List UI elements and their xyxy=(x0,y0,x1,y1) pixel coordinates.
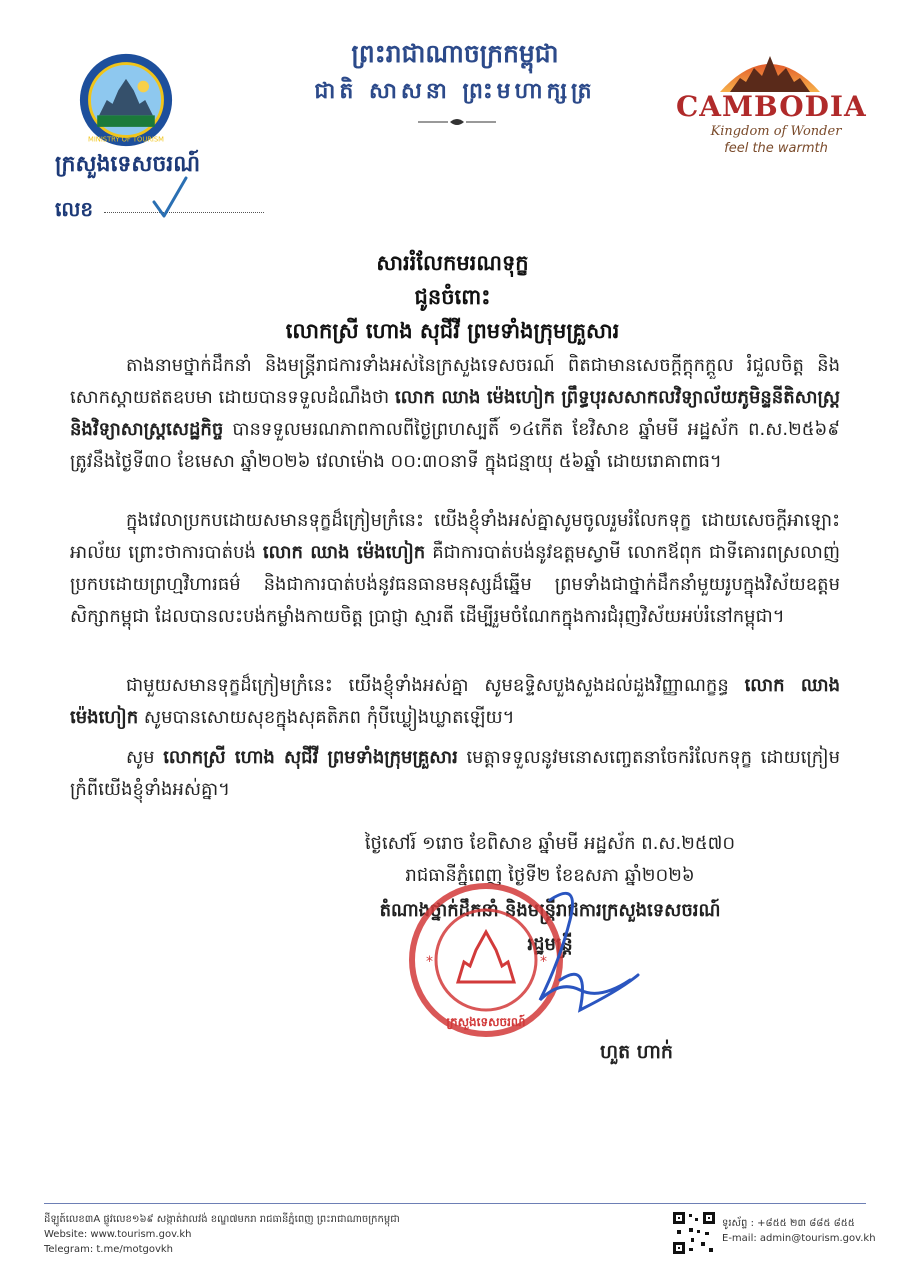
recipient-name: លោកស្រី ហោង សុជីវី ព្រមទាំងក្រុមគ្រួសារ xyxy=(285,318,620,343)
svg-text:*: * xyxy=(540,954,547,970)
footer-email: E-mail: admin@tourism.gov.kh xyxy=(722,1233,876,1244)
place-and-date: រាជធានីភ្នំពេញ ថ្ងៃទី២ ខែឧសភា ឆ្នាំ២០២៦ xyxy=(405,865,695,886)
paragraph-4 xyxy=(70,742,840,806)
brand-tagline: feel the warmth xyxy=(724,141,828,156)
paragraph-2-deceased: លោក ឈាង ម៉េងហៀក xyxy=(262,542,426,563)
paragraph-2 xyxy=(70,505,840,633)
footer-divider xyxy=(44,1203,866,1204)
kingdom-title: ព្រះរាជាណាចក្រកម្ពុជា xyxy=(351,39,559,68)
paragraph-2-details: គឺជាការបាត់បង់នូវឧត្តមស្វាមី លោកឪពុក ជាទីគោរពស្រលាញ់ប្រកបដោយព្រហ្មវិហារធម៌ និងជាការបាត់បង់នូវធនធានមនុស្សដ៏ឆ្នើម ព្រមទាំងជាថ្នាក់ដឹកនាំមួយរូបក្នុងវិស័យឧត្តមសិក្សាកម្ពុជា ដែលបានលះបង់កម្លាំងកាយចិត្ត ប្រាជ្ញា ស្មារតី ដើម្បីរួមចំណែកក្នុងការជំរុញវិស័យអប់រំនៅកម្ពុជា។ xyxy=(70,542,840,627)
ministry-of-tourism-seal-icon xyxy=(78,52,174,148)
paragraph-3-details: សូមបានសោយសុខក្នុងសុគតិភព កុំបីឃ្លៀងឃ្លាតឡើយ។ xyxy=(138,707,515,728)
paragraph-1-text: តាងនាមថ្នាក់ដឹកនាំ និងមន្ត្រីរាជការទាំងអស់នៃក្រសួងទេសចរណ៍ ពិតជាមានសេចក្តីក្តុកក្តួល រំជួលចិត្ត និង សោកស្តាយឥតឧបមា ដោយបានទទួលដំណឹងថា xyxy=(70,355,840,408)
addressed-to-label: ជូនចំពោះ xyxy=(414,284,491,309)
ministry-name: ក្រសួងទេសចរណ៍ xyxy=(55,151,201,177)
brand-subtitle: Kingdom of Wonder xyxy=(710,124,842,139)
check-mark-icon xyxy=(150,174,190,220)
letter-title: សាររំលែកមរណទុក្ខ xyxy=(376,250,529,275)
paragraph-2-text: ក្នុងវេលាប្រកបដោយសមានទុក្ខដ៏ក្រៀមក្រំនេះ យើងខ្ញុំទាំងអស់គ្នាសូមចូលរួមរំលែកទុក្ខ ដោយសេចក្តីអាឡោះអាល័យ ព្រោះថាការបាត់បង់ xyxy=(70,510,840,563)
signer-name: ហួត ហាក់ xyxy=(600,1041,673,1063)
paragraph-3 xyxy=(70,670,840,734)
footer-address: ដីឡូត៍លេខ៣A ផ្លូវលេខ១៦៩ សង្កាត់វាលវង់ ខណ្ឌ៧មករា រាជធានីភ្នំពេញ ព្រះរាជាណាចក្រកម្ពុជា xyxy=(44,1214,400,1225)
paragraph-3-deceased: លោក ឈាង ម៉េងហៀក xyxy=(70,675,840,728)
paragraph-1 xyxy=(70,350,840,478)
footer-phone: ទូរស័ព្ទ : +៨៥៥ ២៣ ៨៨៥ ៨៥៥ xyxy=(722,1218,855,1229)
paragraph-4-text: សូម xyxy=(126,747,164,768)
svg-text:*: * xyxy=(426,954,433,970)
footer-contact-right xyxy=(722,1216,876,1246)
brand-wordmark: CAMBODIA xyxy=(676,90,867,123)
reference-number-label: លេខ xyxy=(55,197,94,221)
signer-role: រដ្ឋមន្ត្រី xyxy=(527,934,573,955)
footer-contact xyxy=(44,1212,400,1257)
svg-text:MINISTRY OF TOURISM: MINISTRY OF TOURISM xyxy=(88,135,164,144)
footer-telegram: Telegram: t.me/motgovkh xyxy=(44,1244,174,1255)
national-motto: ជាតិ សាសនា ព្រះមហាក្សត្រ xyxy=(314,78,596,104)
paragraph-1-details: បានទទួលមរណភាពកាលពីថ្ងៃព្រហស្បតិ៍ ១៤កើត ខែវិសាខ ឆ្នាំមមី អដ្ឋស័ក ព.ស.២៥៦៩ ត្រូវនឹងថ្ងៃទី៣០ ខែមេសា ឆ្នាំ២០២៦ វេលាម៉ោង ០០:៣០នាទី ក្នុងជន្មាយុ ៥៦ឆ្នាំ ដោយរោគាពាធ។ xyxy=(70,419,840,472)
footer-website: Website: www.tourism.gov.kh xyxy=(44,1229,192,1240)
paragraph-1-deceased: លោក ឈាង ម៉េងហៀក ព្រឹទ្ធបុរសសាកលវិទ្យាល័យភូមិន្ទនីតិសាស្ត្រ និងវិទ្យាសាស្ត្រសេដ្ឋកិច្ច xyxy=(70,387,841,440)
handwritten-signature-icon xyxy=(520,880,640,1030)
on-behalf-line: តំណាងថ្នាក់ដឹកនាំ និងមន្ត្រីរាជការក្រសួងទេសចរណ៍ xyxy=(379,900,721,921)
lunar-date: ថ្ងៃសៅរ៍ ១រោច ខែពិសាខ ឆ្នាំមមី អដ្ឋស័ក ព.ស.២៥៧០ xyxy=(364,833,736,854)
ornament-divider-icon xyxy=(418,116,496,128)
paragraph-4-details: មេត្តាទទួលនូវមនោសញ្ចេតនាចែករំលែកទុក្ខ ដោយក្រៀមក្រំពីយើងខ្ញុំទាំងអស់គ្នា។ xyxy=(70,747,841,800)
paragraph-3-text: ជាមួយសមានទុក្ខដ៏ក្រៀមក្រំនេះ យើងខ្ញុំទាំងអស់គ្នា សូមឧទ្ទិសបួងសួងដល់ដួងវិញ្ញាណក្ខន្ធ xyxy=(126,675,745,696)
paragraph-4-recipient: លោកស្រី ហោង សុជីវី ព្រមទាំងក្រុមគ្រួសារ xyxy=(163,747,458,768)
qr-code-icon xyxy=(671,1210,717,1256)
svg-text:ក្រសួងទេសចរណ៍: ក្រសួងទេសចរណ៍ xyxy=(446,1015,526,1029)
